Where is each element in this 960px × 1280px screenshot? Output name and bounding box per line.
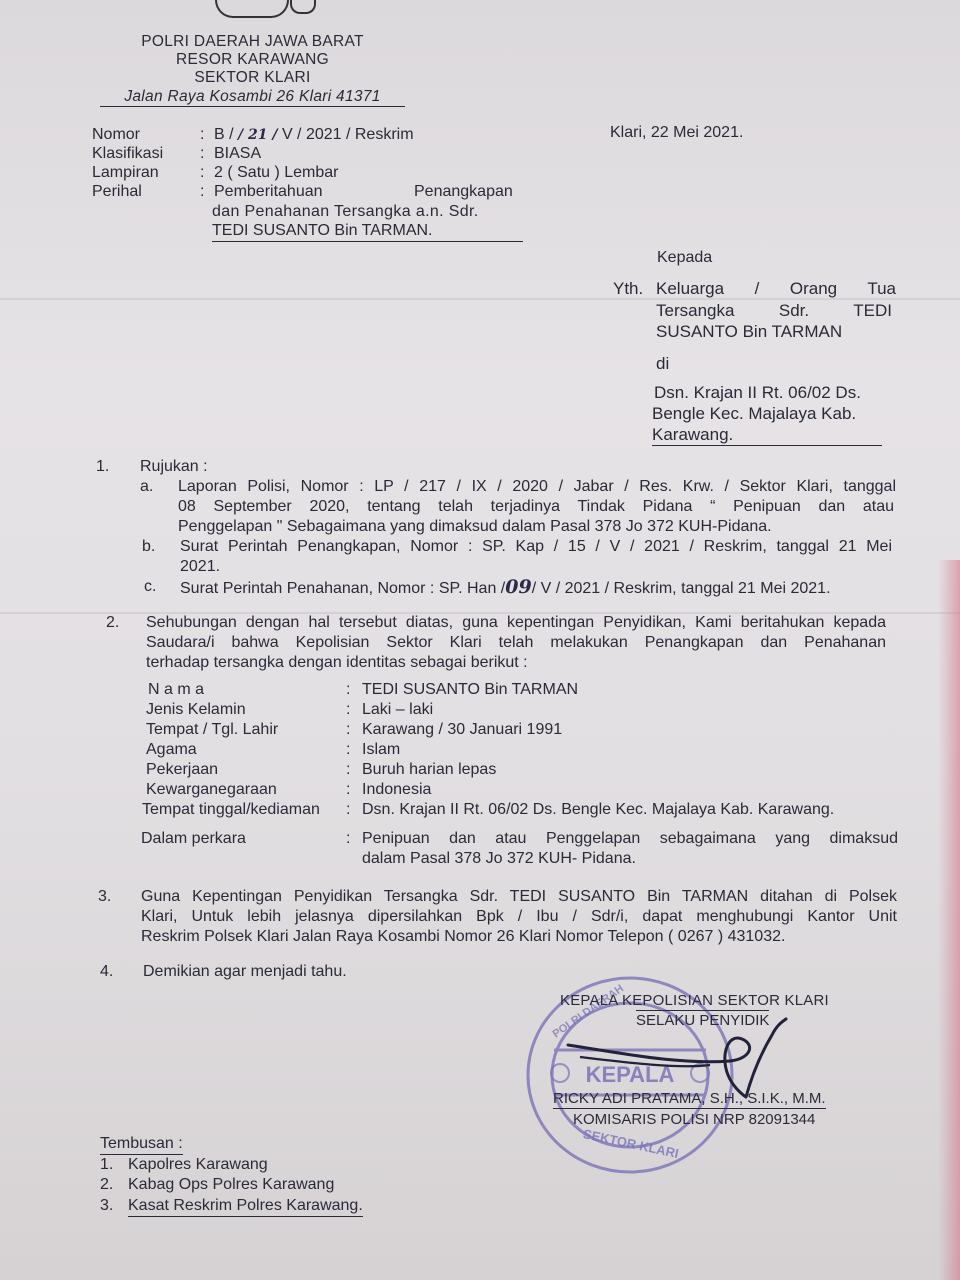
- signatory-name: RICKY ADI PRATAMA, S.H., S.I.K., M.M.: [553, 1090, 826, 1107]
- stamp-bottom-text: SEKTOR KLARI: [581, 1126, 681, 1162]
- identity-value: Dsn. Krajan II Rt. 06/02 Ds. Bengle Kec. Majalaya Kab. Karawang.: [362, 801, 835, 818]
- tembusan-number: 3.: [100, 1197, 114, 1214]
- colon: :: [346, 801, 351, 818]
- identity-value: Karawang / 30 Januari 1991: [362, 721, 563, 738]
- perkara-label: Dalam perkara: [141, 830, 246, 847]
- identity-label: Kewarganegaraan: [146, 781, 277, 798]
- item-c-prefix: Surat Perintah Penahanan, Nomor : SP. Han /: [180, 580, 506, 597]
- lampiran-value: 2 ( Satu ) Lembar: [214, 164, 339, 181]
- item-c-line: [180, 577, 831, 599]
- perihal-value-1a: Pemberitahuan: [214, 183, 323, 200]
- police-emblem-icon: [215, 0, 289, 18]
- identity-label: Pekerjaan: [146, 761, 219, 778]
- nomor-label: Nomor: [92, 126, 141, 143]
- item-b-label: b.: [142, 538, 156, 555]
- colon: :: [346, 741, 351, 758]
- header-address: Jalan Raya Kosambi 26 Klari 41371: [100, 87, 405, 107]
- perihal-value-3: TEDI SUSANTO Bin TARMAN.: [212, 221, 523, 242]
- p1-title: Rujukan :: [140, 458, 208, 475]
- klasifikasi-label: Klasifikasi: [92, 145, 164, 162]
- background-edge: [938, 560, 960, 1280]
- p3-line: Guna Kepentingan Penyidikan Tersangka Sdr. TEDI SUSANTO Bin TARMAN ditahan di Polsek: [141, 888, 897, 905]
- tembusan-item: Kapolres Karawang: [128, 1156, 268, 1173]
- perkara-line: dalam Pasal 378 Jo 372 KUH- Pidana.: [362, 850, 636, 867]
- p3-number: 3.: [98, 888, 112, 905]
- header-line: RESOR KARAWANG: [176, 51, 329, 68]
- tembusan-title: Tembusan :: [100, 1134, 183, 1155]
- colon: :: [346, 830, 351, 847]
- colon: :: [200, 164, 205, 181]
- item-b-line: 2021.: [180, 558, 221, 575]
- lampiran-label: Lampiran: [92, 164, 159, 181]
- recipient-line: Keluarga / Orang Tua: [656, 279, 896, 298]
- item-c-suffix: / V / 2021 / Reskrim, tanggal 21 Mei 2021.: [531, 580, 831, 597]
- colon: :: [346, 681, 351, 698]
- identity-label: Agama: [146, 741, 197, 758]
- item-a-line: Laporan Polisi, Nomor : LP / 217 / IX / 2020 / Jabar / Res. Krw. / Sektor Klari, tanggal: [178, 478, 896, 495]
- police-emblem-icon: [290, 0, 316, 14]
- colon: :: [346, 761, 351, 778]
- nomor-suffix: V / 2021 / Reskrim: [281, 126, 414, 143]
- klasifikasi-value: BIASA: [214, 145, 262, 162]
- colon: :: [346, 721, 351, 738]
- p2-line: Sehubungan dengan hal tersebut diatas, guna kepentingan Penyidikan, Kami beritahukan kepada: [146, 614, 886, 631]
- nomor-prefix: B /: [214, 126, 234, 143]
- identity-value: TEDI SUSANTO Bin TARMAN: [362, 681, 579, 698]
- colon: :: [346, 701, 351, 718]
- p2-number: 2.: [106, 614, 120, 631]
- item-c-handwritten: 09: [505, 576, 532, 598]
- identity-label: Tempat / Tgl. Lahir: [146, 721, 279, 738]
- nomor-handwritten: / 21 /: [238, 127, 278, 143]
- colon: :: [200, 145, 205, 162]
- p3-line: Reskrim Polsek Klari Jalan Raya Kosambi Nomor 26 Klari Nomor Telepon ( 0267 ) 431032.: [141, 928, 786, 945]
- p4-line: Demikian agar menjadi tahu.: [143, 963, 347, 980]
- identity-label: Tempat tinggal/kediaman: [142, 801, 320, 818]
- item-a-line: 08 September 2020, tentang telah terjadinya Tindak Pidana “ Penipuan dan atau: [178, 498, 894, 515]
- header-line: POLRI DAERAH JAWA BARAT: [141, 33, 364, 50]
- identity-value: Buruh harian lepas: [362, 761, 497, 778]
- recipient-di: di: [656, 354, 670, 373]
- perihal-value-2: dan Penahanan Tersangka a.n. Sdr.: [212, 203, 479, 220]
- recipient-address: Karawang.: [652, 425, 882, 446]
- identity-value: Laki – laki: [362, 701, 434, 718]
- stamp-top-text: POLRI DAERAH: [550, 982, 627, 1041]
- place-date: Klari, 22 Mei 2021.: [610, 124, 744, 141]
- p3-line: Klari, Untuk lebih jelasnya dipersilahkan Bpk / Ibu / Sdr/i, dapat menghubungi Kantor Unit: [141, 908, 897, 925]
- identity-label: Jenis Kelamin: [146, 701, 246, 718]
- perihal-value-1b: Penangkapan: [414, 183, 513, 200]
- item-a-line: Penggelapan " Sebagaimana yang dimaksud dalam Pasal 378 Jo 372 KUH-Pidana.: [178, 518, 772, 535]
- colon: :: [200, 126, 205, 143]
- colon: :: [346, 781, 351, 798]
- handwritten-signature: [560, 1005, 800, 1100]
- perkara-line: Penipuan dan atau Penggelapan sebagaimana yang dimaksud: [362, 830, 898, 847]
- kepada: Kepada: [657, 249, 713, 266]
- p2-line: Saudara/i bahwa Kepolisian Sektor Klari telah melakukan Penangkapan dan Penahanan: [146, 634, 886, 651]
- recipient-line: SUSANTO Bin TARMAN: [656, 322, 843, 341]
- tembusan-item: Kasat Reskrim Polres Karawang.: [128, 1196, 363, 1217]
- header-line: SEKTOR KLARI: [194, 69, 311, 86]
- perihal-label: Perihal: [92, 183, 142, 200]
- identity-value: Islam: [362, 741, 401, 758]
- p1-number: 1.: [96, 458, 110, 475]
- item-a-label: a.: [140, 478, 154, 495]
- signatory-rank: KOMISARIS POLISI NRP 82091344: [573, 1111, 816, 1128]
- item-c-label: c.: [144, 578, 157, 595]
- signature-subtitle: SELAKU PENYIDIK: [636, 1012, 770, 1029]
- colon: :: [200, 183, 205, 200]
- signature-title: KEPALA KEPOLISIAN SEKTOR KLARI: [560, 992, 829, 1009]
- recipient-address: Dsn. Krajan II Rt. 06/02 Ds.: [654, 383, 861, 402]
- yth: Yth.: [613, 279, 644, 298]
- tembusan-item: Kabag Ops Polres Karawang: [128, 1176, 335, 1193]
- tembusan-number: 2.: [100, 1176, 114, 1193]
- recipient-address: Bengle Kec. Majalaya Kab.: [652, 404, 857, 423]
- identity-value: Indonesia: [362, 781, 432, 798]
- identity-label: N a m a: [148, 681, 205, 698]
- stamp-center-text: KEPALA: [585, 1062, 675, 1087]
- recipient-line: Tersangka Sdr. TEDI: [656, 301, 892, 320]
- p2-line: terhadap tersangka dengan identitas sebagai berikut :: [146, 654, 528, 671]
- nomor-value: [214, 125, 414, 145]
- item-b-line: Surat Perintah Penangkapan, Nomor : SP. Kap / 15 / V / 2021 / Reskrim, tanggal 21 Mei: [180, 538, 892, 555]
- tembusan-number: 1.: [100, 1156, 114, 1173]
- p4-number: 4.: [100, 963, 114, 980]
